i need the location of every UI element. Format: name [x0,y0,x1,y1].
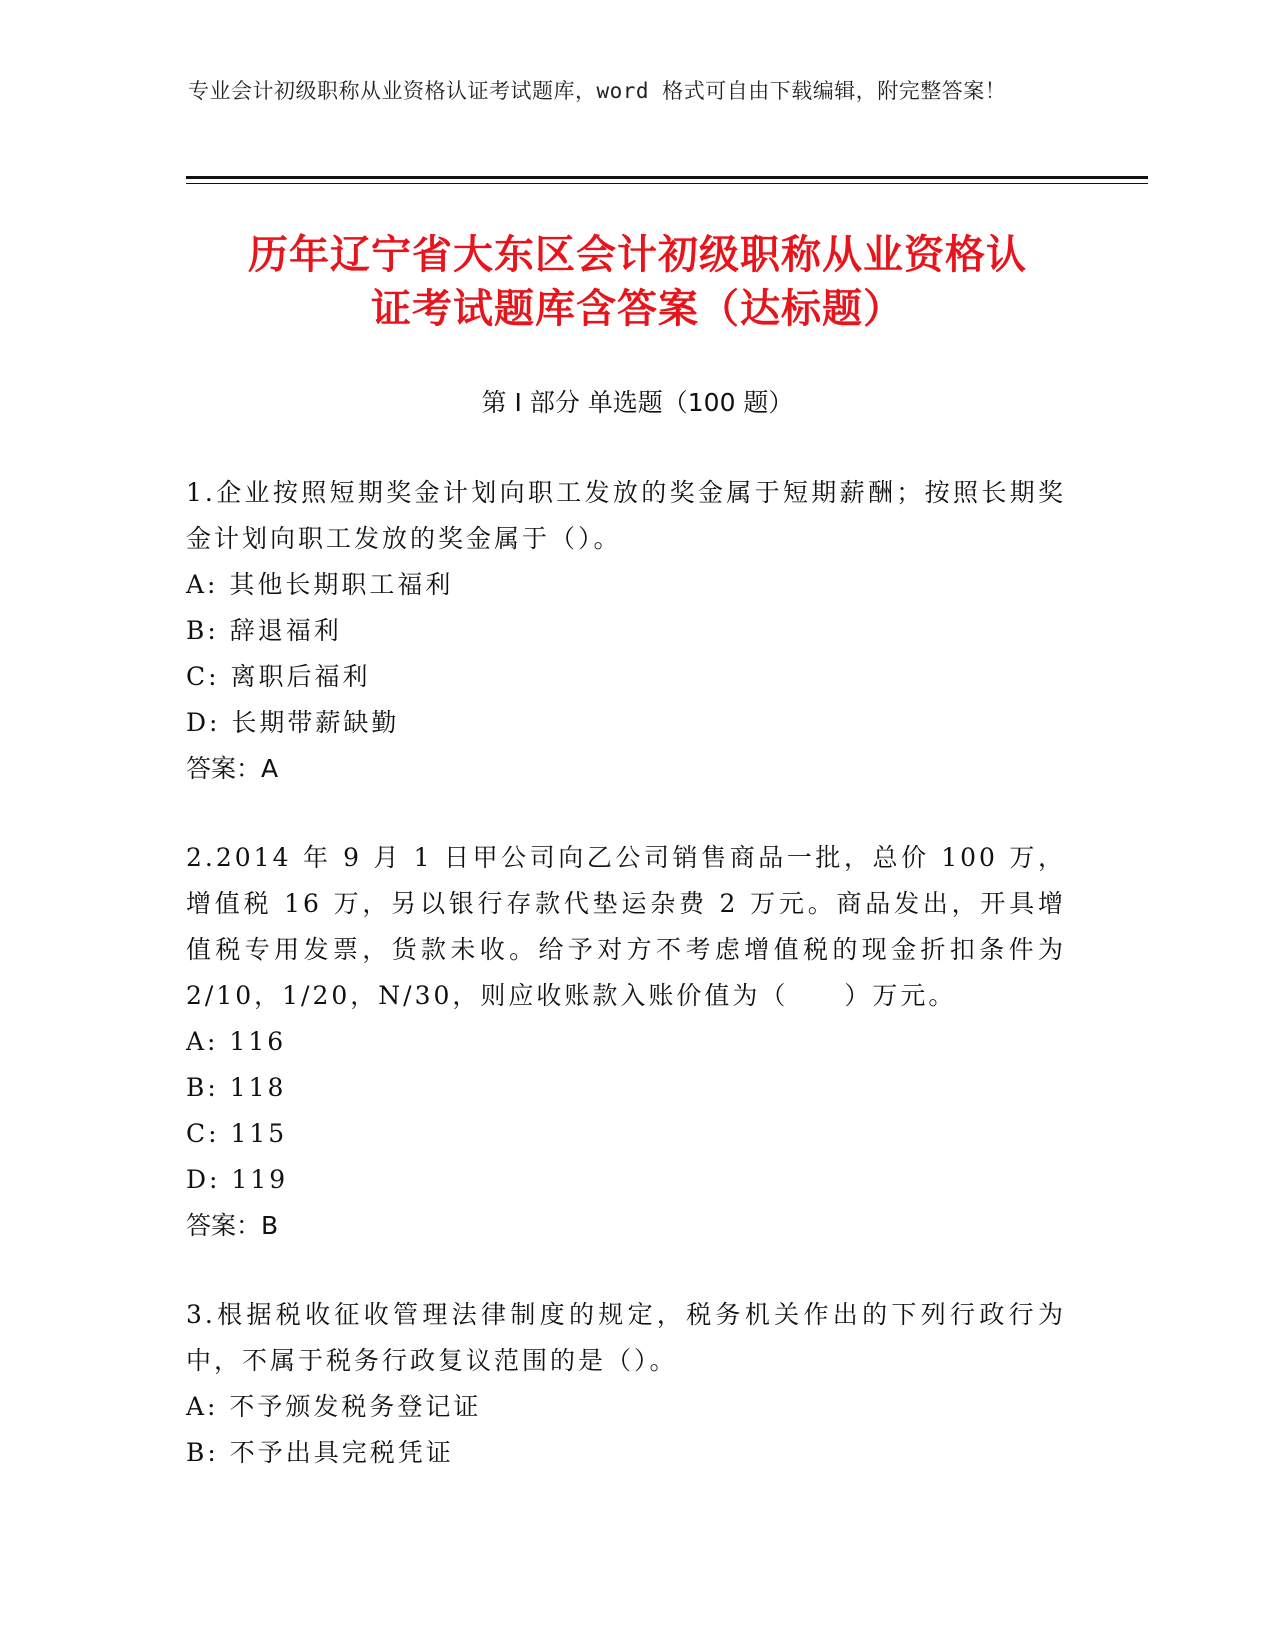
document-title [150,228,1125,336]
question-2 [186,835,1066,1249]
option-c: C: 115 [186,1119,288,1148]
option-a: A: 不予颁发税务登记证 [186,1392,482,1421]
document-title-line-2: 证考试题库含答案（达标题） [371,286,904,332]
question-3 [186,1292,1066,1476]
document-title-line-1: 历年辽宁省大东区会计初级职称从业资格认 [248,232,1027,278]
option-a: A: 116 [186,1027,287,1056]
header-rule-thick [186,176,1148,179]
question-stem: 3.根据税收征收管理法律制度的规定，税务机关作出的下列行政行为中，不属于税务行政复议范围的是（）。 [186,1300,1066,1375]
option-a: A: 其他长期职工福利 [186,570,454,599]
question-stem: 2.2014 年 9 月 1 日甲公司向乙公司销售商品一批，总价 100 万，增值税 16 万，另以银行存款代垫运杂费 2 万元。商品发出，开具增值税专用发票，货款未收。给予对方不考虑增值税的现金折扣条件为 2/10，1/20，N/30，则应收账款入账价值为（ ）万元。 [186,843,1066,1010]
option-b: B: 辞退福利 [186,616,342,645]
option-b: B: 不予出具完税凭证 [186,1438,454,1467]
option-d: D: 119 [186,1165,289,1194]
option-d: D: 长期带薪缺勤 [186,708,400,737]
option-b: B: 118 [186,1073,287,1102]
question-stem: 1.企业按照短期奖金计划向职工发放的奖金属于短期薪酬；按照长期奖金计划向职工发放的奖金属于（）。 [186,478,1066,553]
section-title: 第 I 部分 单选题（100 题） [481,388,794,417]
question-list [186,470,1066,1519]
option-c: C: 离职后福利 [186,662,371,691]
answer-text: 答案：B [186,1211,279,1240]
header-rule-thin [186,183,1148,184]
page-header: 专业会计初级职称从业资格认证考试题库，word 格式可自由下载编辑，附完整答案！ [188,79,1007,103]
answer-text: 答案：A [186,754,279,783]
question-1 [186,470,1066,792]
